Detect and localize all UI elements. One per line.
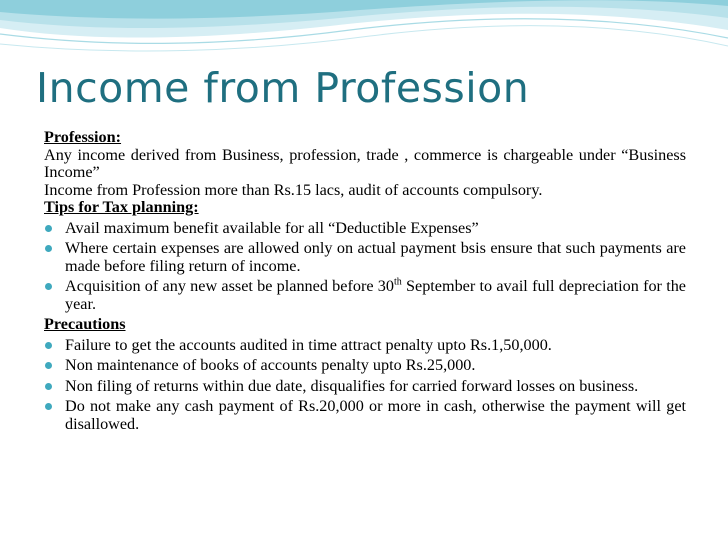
list-item bbox=[44, 220, 686, 238]
bullet-icon bbox=[45, 245, 52, 252]
profession-text-1: Any income derived from Business, profession, trade , commerce is chargeable under “Business Income” bbox=[44, 145, 686, 181]
list-item-text-part1: Acquisition of any new asset be planned before 30 bbox=[65, 277, 394, 295]
list-item bbox=[44, 278, 686, 313]
list-item-text-part2: September to avail full depreciation for the year. bbox=[65, 277, 686, 313]
ordinal-suffix: th bbox=[393, 276, 402, 288]
list-item bbox=[44, 398, 686, 433]
slide-body bbox=[44, 129, 686, 433]
bullet-icon bbox=[45, 283, 52, 290]
bullet-icon bbox=[45, 225, 52, 232]
list-item-text: Failure to get the accounts audited in time attract penalty upto Rs.1,50,000. bbox=[65, 335, 552, 354]
profession-heading: Profession: bbox=[44, 128, 122, 146]
list-item bbox=[44, 378, 686, 396]
list-item-text: Non maintenance of books of accounts penalty upto Rs.25,000. bbox=[65, 356, 476, 374]
list-item bbox=[44, 240, 686, 275]
page-title: Income from Profession bbox=[36, 64, 530, 112]
header-wave-decoration bbox=[0, 0, 728, 62]
list-item-text: Non filing of returns within due date, disqualifies for carried forward losses on business. bbox=[65, 376, 639, 395]
precautions-heading: Precautions bbox=[44, 315, 126, 333]
bullet-icon bbox=[45, 403, 52, 410]
bullet-icon bbox=[45, 362, 52, 369]
list-item bbox=[44, 337, 686, 355]
list-item-text: Avail maximum benefit available for all “Deductible Expenses” bbox=[65, 218, 479, 237]
bullet-icon bbox=[45, 342, 52, 349]
bullet-icon bbox=[45, 383, 52, 390]
list-item bbox=[44, 357, 686, 375]
list-item-text: Do not make any cash payment of Rs.20,000 or more in cash, otherwise the payment will get disallowed. bbox=[65, 397, 686, 433]
tips-heading: Tips for Tax planning: bbox=[44, 198, 199, 216]
profession-text-2: Income from Profession more than Rs.15 lacs, audit of accounts compulsory. bbox=[44, 180, 543, 199]
list-item-text: Where certain expenses are allowed only on actual payment bsis ensure that such payments are made before filing return of income. bbox=[65, 239, 686, 275]
